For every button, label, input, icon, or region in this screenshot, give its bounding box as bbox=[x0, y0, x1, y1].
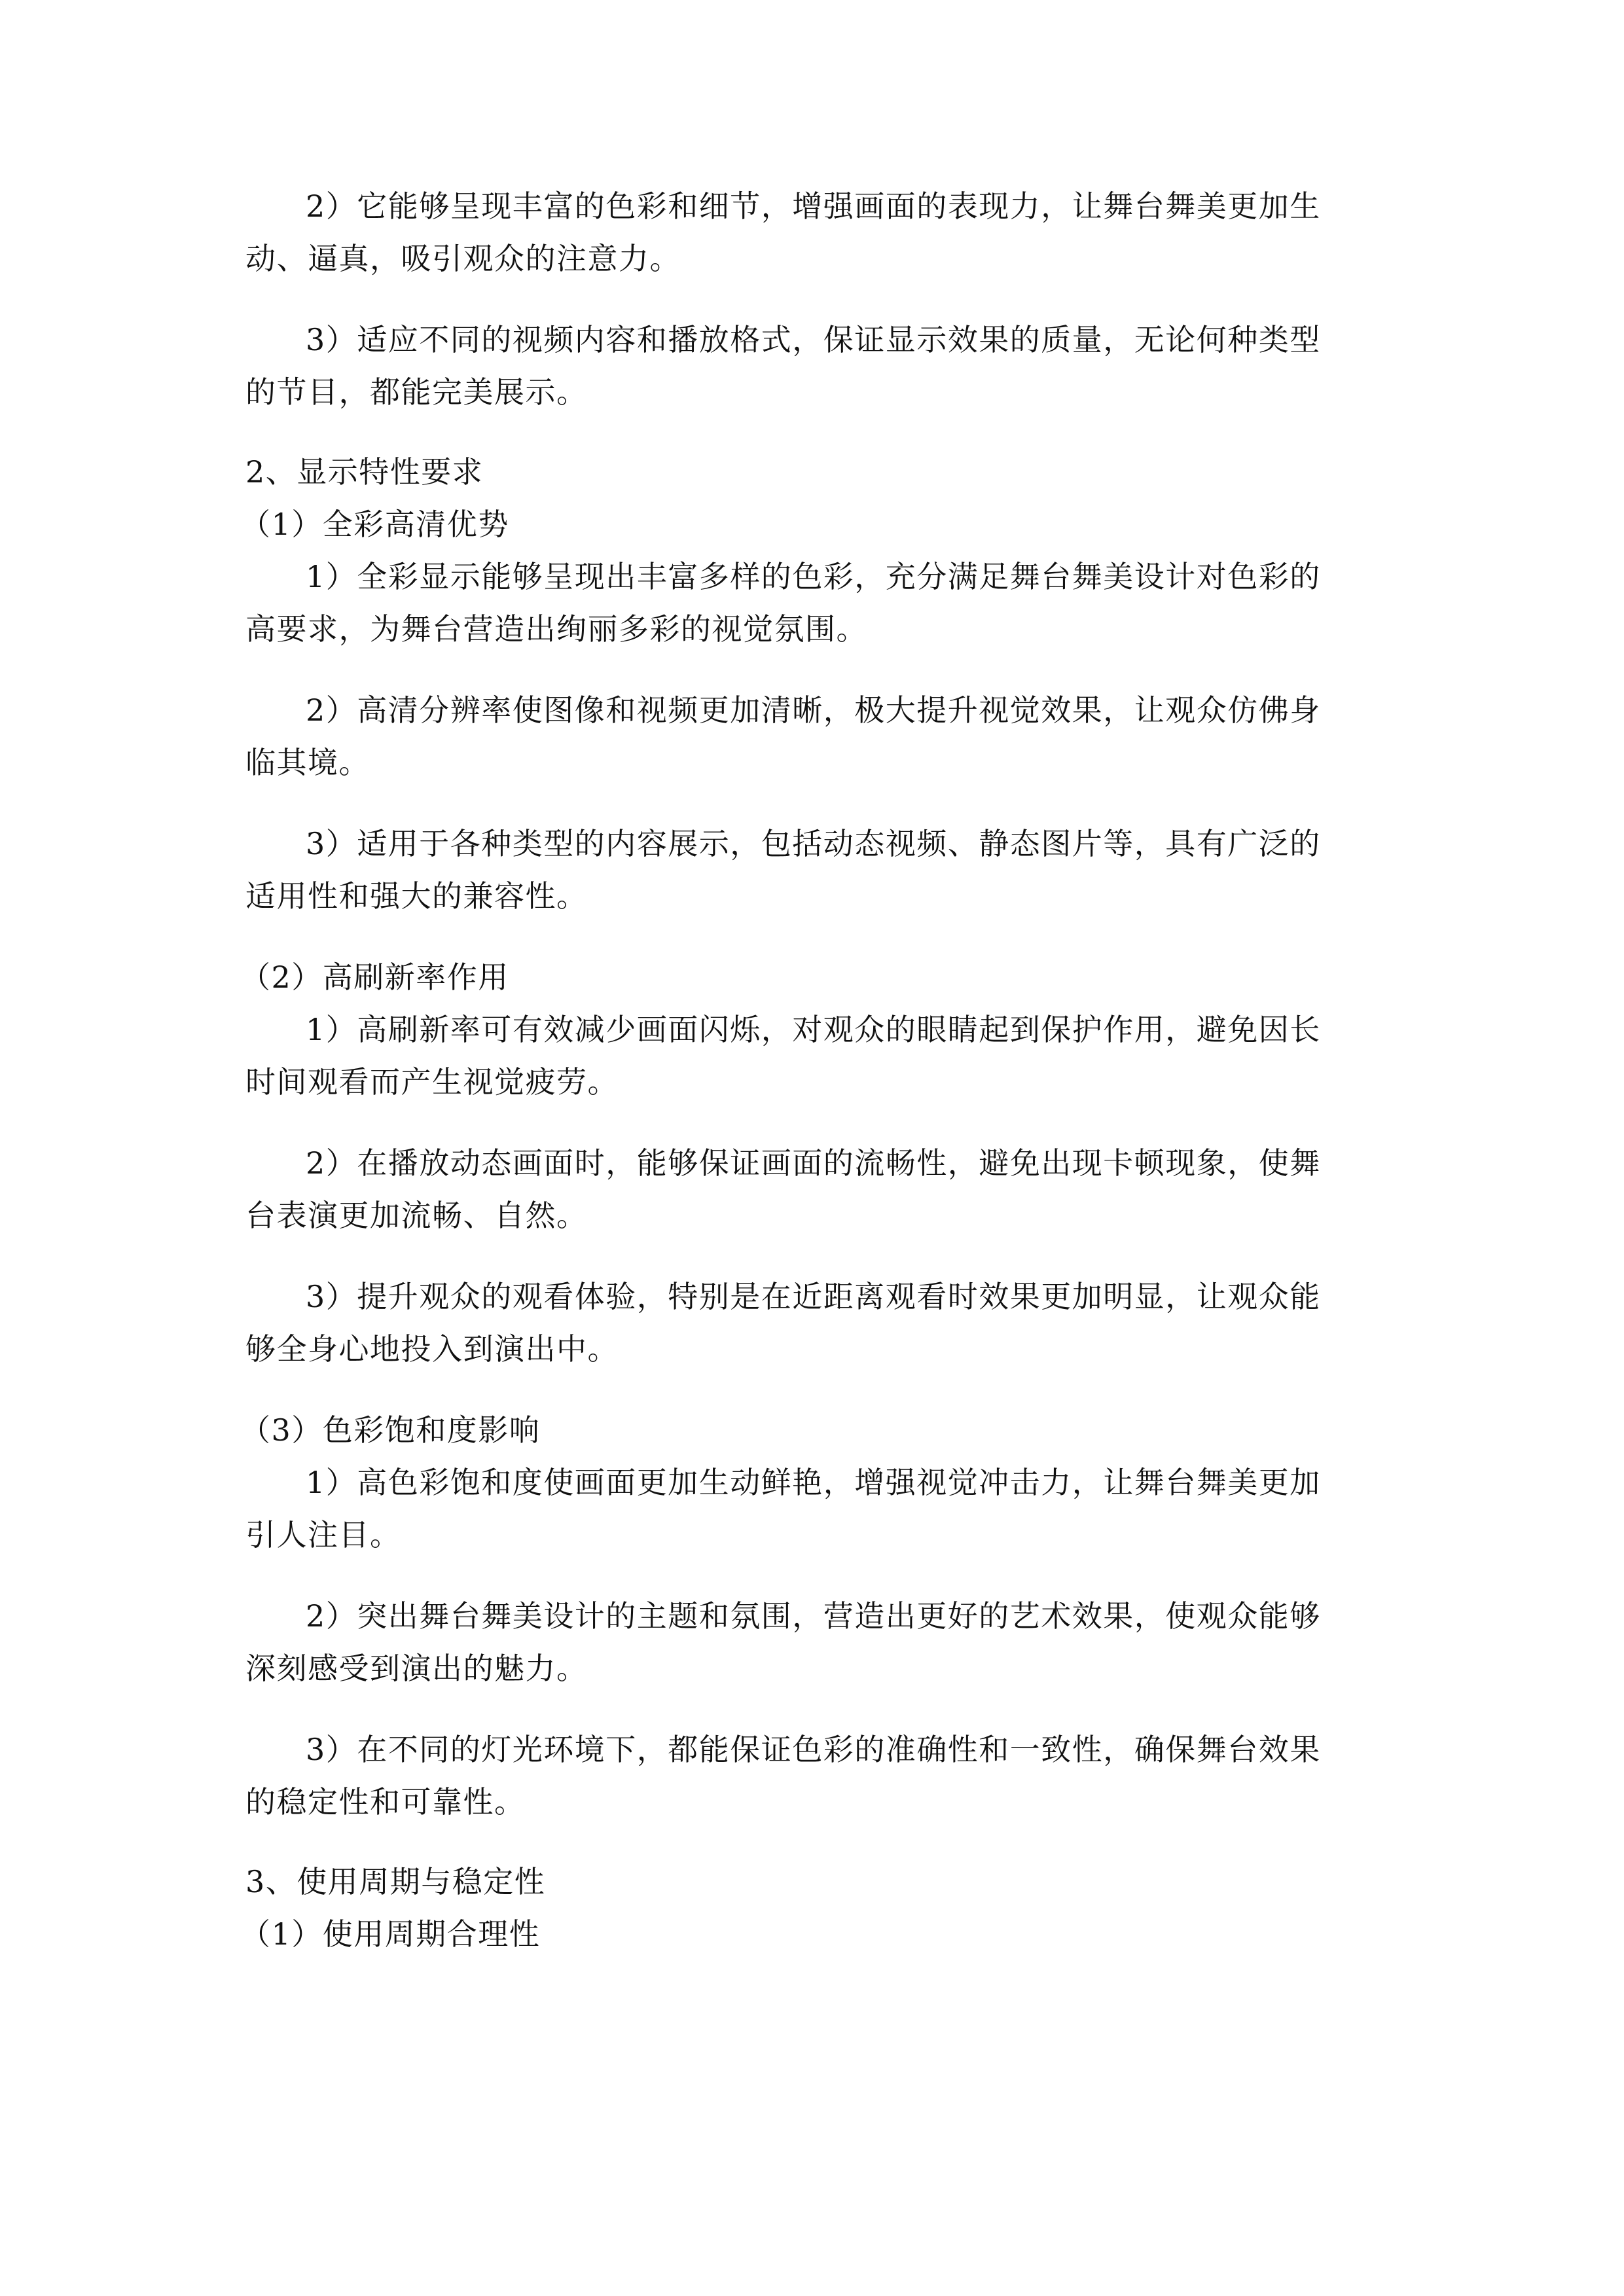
paragraph-line: 1）高刷新率可有效减少画面闪烁，对观众的眼睛起到保护作用，避免因长 bbox=[306, 1012, 1321, 1047]
paragraph-line: 适用性和强大的兼容性。 bbox=[245, 878, 588, 914]
paragraph-line: 引人注目。 bbox=[245, 1517, 401, 1552]
subsection-heading: （1）使用周期合理性 bbox=[240, 1916, 541, 1952]
paragraph bbox=[245, 1590, 1381, 1695]
subsection-heading: （1）全彩高清优势 bbox=[240, 507, 509, 542]
subsection-heading: （3）色彩饱和度影响 bbox=[240, 1412, 541, 1448]
paragraph-line: 3）提升观众的观看体验，特别是在近距离观看时效果更加明显，让观众能 bbox=[306, 1279, 1321, 1314]
paragraph-line: 1）高色彩饱和度使画面更加生动鲜艳，增强视觉冲击力，让舞台舞美更加 bbox=[306, 1465, 1321, 1500]
paragraph-line: 3）适应不同的视频内容和播放格式，保证显示效果的质量，无论何种类型 bbox=[306, 322, 1321, 357]
paragraph bbox=[245, 1270, 1381, 1375]
paragraph-line: 2）高清分辨率使图像和视频更加清晰，极大提升视觉效果，让观众仿佛身 bbox=[306, 692, 1321, 728]
paragraph bbox=[245, 550, 1381, 655]
paragraph-line: 临其境。 bbox=[245, 745, 370, 780]
paragraph-line: 台表演更加流畅、自然。 bbox=[245, 1198, 588, 1233]
paragraph-line: 够全身心地投入到演出中。 bbox=[245, 1331, 619, 1367]
paragraph-line: 2）在播放动态画面时，能够保证画面的流畅性，避免出现卡顿现象，使舞 bbox=[306, 1145, 1321, 1181]
paragraph-line: 时间观看而产生视觉疲劳。 bbox=[245, 1064, 619, 1100]
paragraph-line: 深刻感受到演出的魅力。 bbox=[245, 1651, 588, 1686]
subsection-heading: （2）高刷新率作用 bbox=[240, 960, 509, 995]
paragraph-line: 的稳定性和可靠性。 bbox=[245, 1784, 526, 1820]
paragraph bbox=[245, 1456, 1381, 1561]
paragraph-line: 3）适用于各种类型的内容展示，包括动态视频、静态图片等，具有广泛的 bbox=[306, 826, 1321, 861]
document-body bbox=[240, 180, 1381, 1960]
paragraph bbox=[245, 1003, 1381, 1108]
paragraph bbox=[245, 684, 1381, 789]
paragraph bbox=[245, 180, 1381, 285]
paragraph-line: 高要求，为舞台营造出绚丽多彩的视觉氛围。 bbox=[245, 611, 867, 647]
paragraph-line: 动、逼真，吸引观众的注意力。 bbox=[245, 241, 681, 276]
paragraph-line: 1）全彩显示能够呈现出丰富多样的色彩，充分满足舞台舞美设计对色彩的 bbox=[306, 559, 1321, 594]
paragraph bbox=[245, 817, 1381, 922]
section-heading: 2、显示特性要求 bbox=[245, 454, 484, 490]
paragraph bbox=[245, 1723, 1381, 1828]
paragraph-line: 2）它能够呈现丰富的色彩和细节，增强画面的表现力，让舞台舞美更加生 bbox=[306, 188, 1321, 224]
paragraph-line: 的节目，都能完美展示。 bbox=[245, 374, 588, 410]
paragraph bbox=[245, 314, 1381, 418]
paragraph-line: 2）突出舞台舞美设计的主题和氛围，营造出更好的艺术效果，使观众能够 bbox=[306, 1598, 1321, 1634]
paragraph-line: 3）在不同的灯光环境下，都能保证色彩的准确性和一致性，确保舞台效果 bbox=[306, 1732, 1321, 1767]
paragraph bbox=[245, 1137, 1381, 1242]
section-heading: 3、使用周期与稳定性 bbox=[245, 1864, 546, 1899]
